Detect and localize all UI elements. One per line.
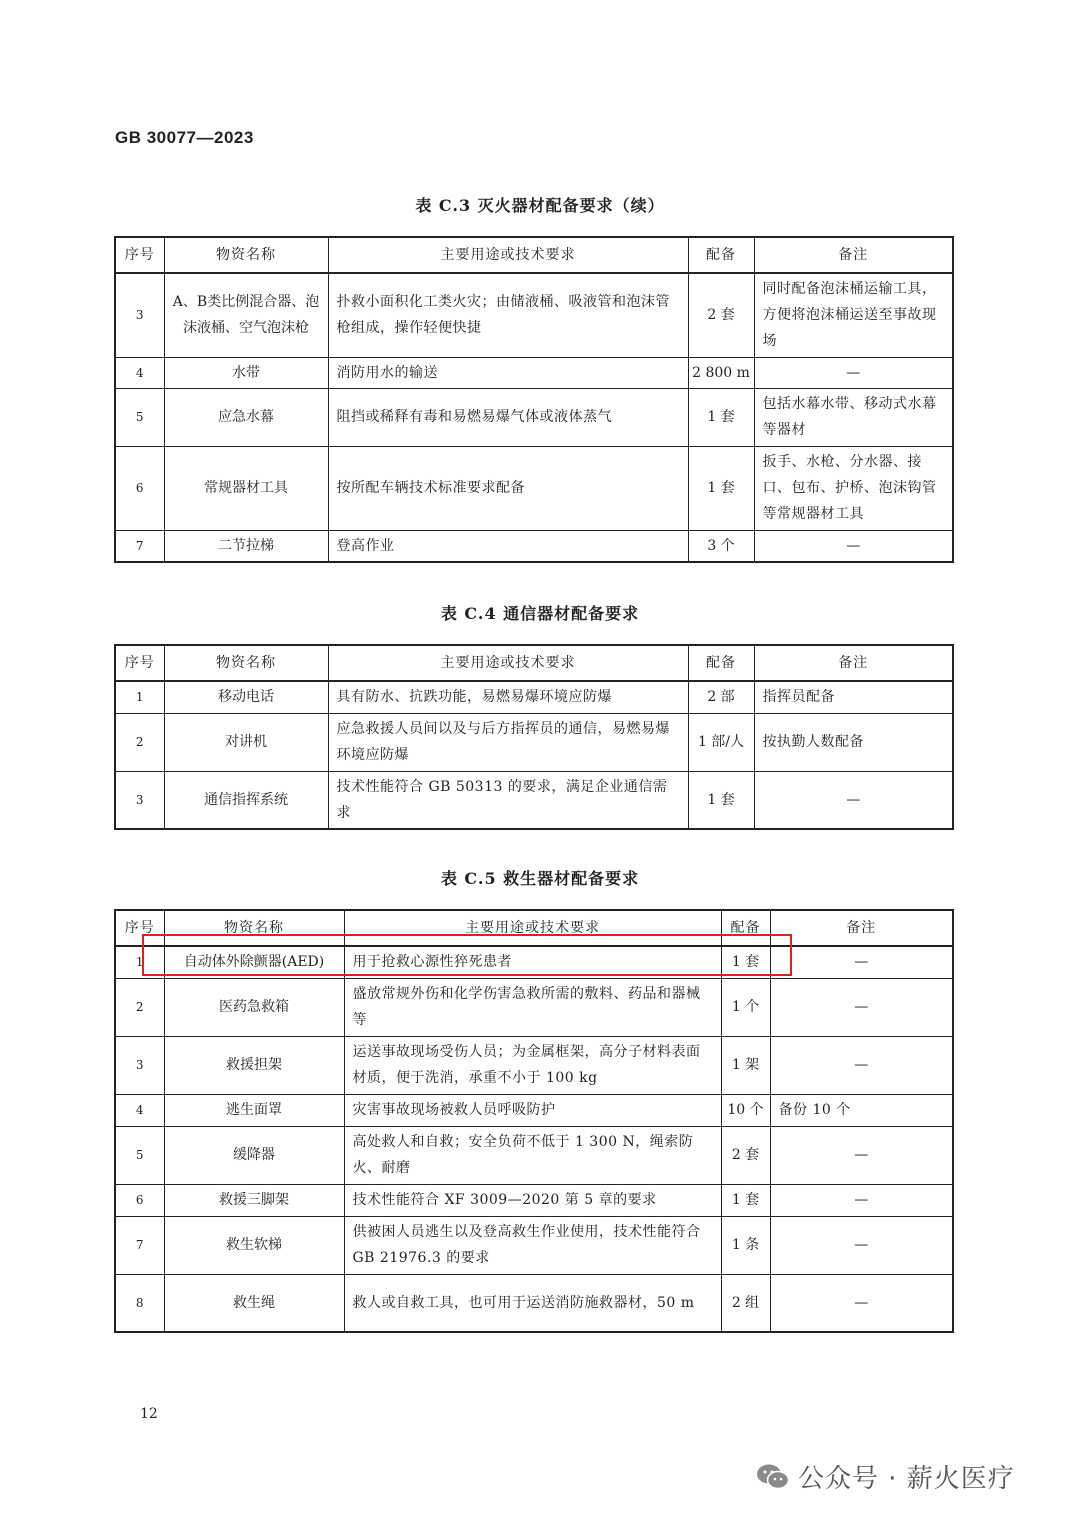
cell-no: 5 xyxy=(115,1126,164,1184)
cell-use: 扑救小面积化工类火灾；由储液桶、吸液管和泡沫管枪组成，操作轻便快捷 xyxy=(328,273,688,357)
table-c4-title: 表 C.4 通信器材配备要求 xyxy=(440,604,640,623)
cell-name: 移动电话 xyxy=(164,681,328,713)
cell-qty: 2 组 xyxy=(721,1274,770,1332)
cell-use: 按所配车辆技术标准要求配备 xyxy=(328,446,688,530)
table-row xyxy=(115,446,953,530)
table-c5-title: 表 C.5 救生器材配备要求 xyxy=(440,869,640,888)
table-row xyxy=(115,771,953,829)
cell-note: — xyxy=(770,1036,953,1094)
cell-qty: 1 条 xyxy=(721,1216,770,1274)
cell-use: 灾害事故现场被救人员呼吸防护 xyxy=(344,1094,721,1126)
table-row xyxy=(115,1184,953,1216)
standard-code: GB 30077—2023 xyxy=(115,128,254,147)
cell-no: 4 xyxy=(115,1094,164,1126)
table-header-row xyxy=(115,237,953,273)
col-header-note: 备注 xyxy=(754,237,953,273)
cell-use: 阻挡或稀释有毒和易燃易爆气体或液体蒸气 xyxy=(328,388,688,446)
cell-note: — xyxy=(770,978,953,1036)
cell-no: 5 xyxy=(115,388,164,446)
cell-no: 8 xyxy=(115,1274,164,1332)
col-header-no: 序号 xyxy=(115,645,164,681)
table-row xyxy=(115,1274,953,1332)
col-header-name: 物资名称 xyxy=(164,645,328,681)
col-header-name: 物资名称 xyxy=(164,910,344,946)
col-header-use: 主要用途或技术要求 xyxy=(328,237,688,273)
cell-qty: 1 套 xyxy=(688,771,754,829)
cell-note: 按执勤人数配备 xyxy=(754,713,953,771)
table-row xyxy=(115,357,953,388)
cell-use: 运送事故现场受伤人员；为金属框架，高分子材料表面材质，便于洗消，承重不小于 100 kg xyxy=(344,1036,721,1094)
cell-name: 医药急救箱 xyxy=(164,978,344,1036)
col-header-use: 主要用途或技术要求 xyxy=(328,645,688,681)
watermark-text: 公众号 · 薪火医疗 xyxy=(798,1464,1015,1494)
cell-use: 盛放常规外伤和化学伤害急救所需的敷料、药品和器械等 xyxy=(344,978,721,1036)
cell-name: 对讲机 xyxy=(164,713,328,771)
cell-no: 4 xyxy=(115,357,164,388)
cell-name: A、B类比例混合器、泡沫液桶、空气泡沫枪 xyxy=(164,273,328,357)
table-c3 xyxy=(114,236,954,563)
cell-name: 救援担架 xyxy=(164,1036,344,1094)
cell-use: 用于抢救心源性猝死患者 xyxy=(344,946,721,978)
cell-no: 3 xyxy=(115,1036,164,1094)
cell-qty: 3 个 xyxy=(688,530,754,562)
cell-name: 逃生面罩 xyxy=(164,1094,344,1126)
cell-name: 救生软梯 xyxy=(164,1216,344,1274)
cell-note: — xyxy=(754,530,953,562)
table-c3-title: 表 C.3 灭火器材配备要求（续） xyxy=(415,196,665,215)
cell-no: 2 xyxy=(115,978,164,1036)
col-header-no: 序号 xyxy=(115,237,164,273)
cell-qty: 1 套 xyxy=(688,446,754,530)
cell-no: 1 xyxy=(115,946,164,978)
cell-note: 同时配备泡沫桶运输工具，方便将泡沫桶运送至事故现场 xyxy=(754,273,953,357)
table-row xyxy=(115,530,953,562)
table-row xyxy=(115,1126,953,1184)
cell-use: 具有防水、抗跌功能，易燃易爆环境应防爆 xyxy=(328,681,688,713)
cell-no: 6 xyxy=(115,1184,164,1216)
cell-use: 应急救援人员间以及与后方指挥员的通信，易燃易爆环境应防爆 xyxy=(328,713,688,771)
cell-no: 1 xyxy=(115,681,164,713)
cell-qty: 1 套 xyxy=(721,946,770,978)
table-row xyxy=(115,1094,953,1126)
cell-use: 高处救人和自救；安全负荷不低于 1 300 N，绳索防火、耐磨 xyxy=(344,1126,721,1184)
cell-qty: 2 800 m xyxy=(688,357,754,388)
cell-qty: 2 套 xyxy=(688,273,754,357)
cell-name: 应急水幕 xyxy=(164,388,328,446)
cell-note: 备份 10 个 xyxy=(770,1094,953,1126)
cell-qty: 2 部 xyxy=(688,681,754,713)
cell-use: 救人或自救工具，也可用于运送消防施救器材，50 m xyxy=(344,1274,721,1332)
cell-use: 技术性能符合 XF 3009—2020 第 5 章的要求 xyxy=(344,1184,721,1216)
cell-name: 救生绳 xyxy=(164,1274,344,1332)
cell-no: 3 xyxy=(115,771,164,829)
table-row xyxy=(115,978,953,1036)
cell-use: 供被困人员逃生以及登高救生作业使用，技术性能符合 GB 21976.3 的要求 xyxy=(344,1216,721,1274)
cell-name: 救援三脚架 xyxy=(164,1184,344,1216)
col-header-use: 主要用途或技术要求 xyxy=(344,910,721,946)
cell-qty: 2 套 xyxy=(721,1126,770,1184)
cell-name: 自动体外除颤器(AED) xyxy=(164,946,344,978)
cell-note: — xyxy=(754,771,953,829)
cell-use: 登高作业 xyxy=(328,530,688,562)
cell-qty: 1 套 xyxy=(688,388,754,446)
cell-name: 常规器材工具 xyxy=(164,446,328,530)
cell-no: 6 xyxy=(115,446,164,530)
col-header-qty: 配备 xyxy=(688,645,754,681)
cell-note: — xyxy=(770,1126,953,1184)
cell-qty: 10 个 xyxy=(721,1094,770,1126)
cell-note: 包括水幕水带、移动式水幕等器材 xyxy=(754,388,953,446)
aed-highlight-box xyxy=(142,934,792,976)
cell-name: 缓降器 xyxy=(164,1126,344,1184)
col-header-note: 备注 xyxy=(754,645,953,681)
table-row xyxy=(115,1036,953,1094)
watermark xyxy=(756,1458,1015,1495)
cell-note: — xyxy=(770,1184,953,1216)
page-number: 12 xyxy=(140,1406,158,1422)
cell-note: — xyxy=(754,357,953,388)
cell-qty: 1 个 xyxy=(721,978,770,1036)
cell-qty: 1 架 xyxy=(721,1036,770,1094)
col-header-name: 物资名称 xyxy=(164,237,328,273)
cell-no: 3 xyxy=(115,273,164,357)
cell-note: — xyxy=(770,1216,953,1274)
table-header-row xyxy=(115,645,953,681)
table-row xyxy=(115,681,953,713)
cell-no: 2 xyxy=(115,713,164,771)
col-header-qty: 配备 xyxy=(688,237,754,273)
cell-name: 通信指挥系统 xyxy=(164,771,328,829)
cell-use: 消防用水的输送 xyxy=(328,357,688,388)
cell-name: 水带 xyxy=(164,357,328,388)
col-header-no: 序号 xyxy=(115,910,164,946)
cell-qty: 1 套 xyxy=(721,1184,770,1216)
cell-note: 指挥员配备 xyxy=(754,681,953,713)
cell-use: 技术性能符合 GB 50313 的要求，满足企业通信需求 xyxy=(328,771,688,829)
cell-note: — xyxy=(770,1274,953,1332)
col-header-qty: 配备 xyxy=(721,910,770,946)
wechat-icon xyxy=(756,1463,790,1491)
cell-note: 扳手、水枪、分水器、接口、包布、护桥、泡沫钩管等常规器材工具 xyxy=(754,446,953,530)
cell-name: 二节拉梯 xyxy=(164,530,328,562)
table-row xyxy=(115,273,953,357)
cell-no: 7 xyxy=(115,1216,164,1274)
table-c4 xyxy=(114,644,954,830)
table-row xyxy=(115,388,953,446)
col-header-note: 备注 xyxy=(770,910,953,946)
cell-no: 7 xyxy=(115,530,164,562)
cell-qty: 1 部/人 xyxy=(688,713,754,771)
table-row xyxy=(115,1216,953,1274)
table-row xyxy=(115,713,953,771)
cell-note: — xyxy=(770,946,953,978)
